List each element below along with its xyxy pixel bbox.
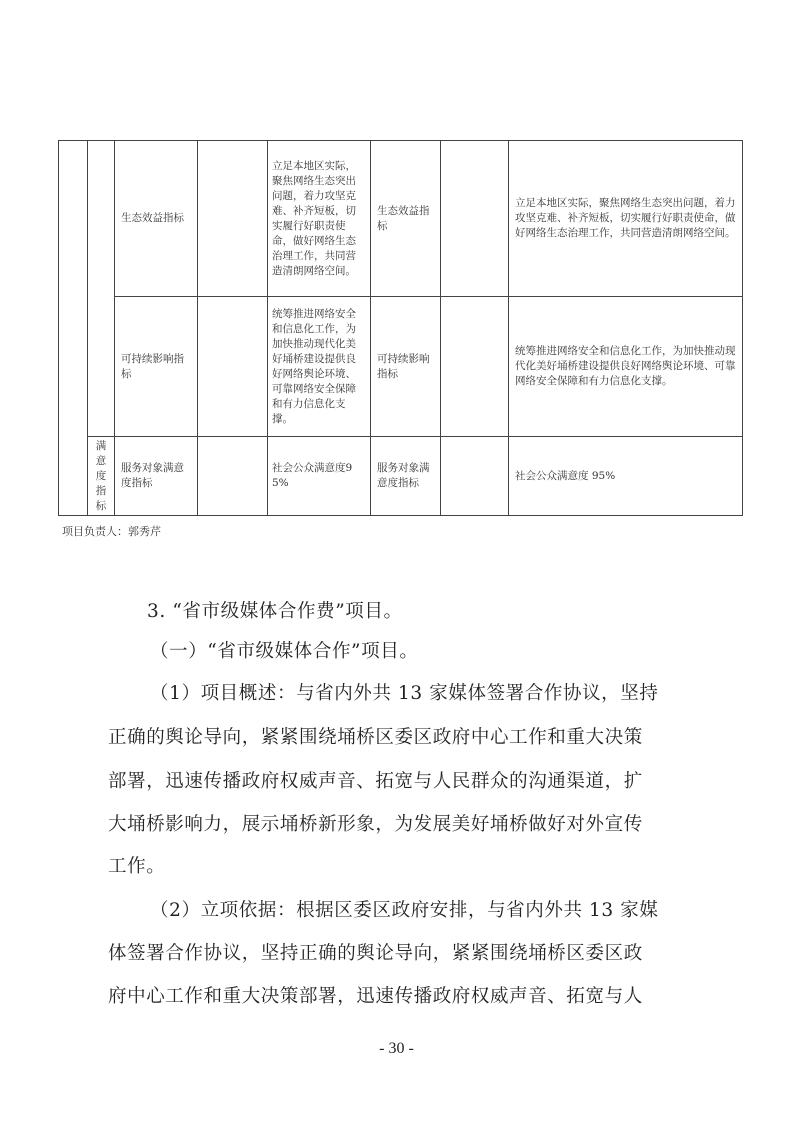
body-line: 体签署合作协议，坚持正确的舆论导向，紧紧围绕埇桥区委区政: [108, 943, 643, 964]
actual-value: 立足本地区实际，聚焦网络生态突出问题，着力攻坚克难、补齐短板，切实履行好职责使命，做好网络生态治理工作，共同营造清朗网络空间。: [509, 141, 743, 297]
indicator-name-repeat: 可持续影响指标: [371, 297, 441, 437]
indicator-name: 可持续影响指标: [115, 297, 198, 437]
empty-cell: [198, 141, 268, 297]
level2-cell: [88, 141, 115, 437]
body-line: 部署，迅速传播政府权威声音、拓宽与人民群众的沟通渠道，扩: [108, 771, 643, 792]
section-heading: 3. “省市级媒体合作费”项目。: [147, 601, 403, 622]
indicator-name: 生态效益指标: [115, 141, 198, 297]
body-line: 正确的舆论导向，紧紧围绕埇桥区委区政府中心工作和重大决策: [108, 727, 643, 748]
plan-value: 立足本地区实际，聚焦网络生态突出问题，着力攻坚克难、补齐短板，切实履行好职责使命，做好网络生态治理工作，共同营造清朗网络空间。: [268, 141, 371, 297]
body-line: （2）立项依据：根据区委区政府安排，与省内外共 13 家媒: [150, 900, 659, 921]
plan-value: 社会公众满意度95%: [268, 437, 371, 516]
actual-value: 社会公众满意度 95%: [509, 437, 743, 516]
empty-cell: [198, 297, 268, 437]
level1-cell: [59, 141, 88, 516]
category-cell: 满意度指标: [88, 437, 115, 516]
body-line: 府中心工作和重大决策部署，迅速传播政府权威声音、拓宽与人: [108, 986, 643, 1007]
table-row: [59, 141, 743, 297]
indicator-name-repeat: 生态效益指标: [371, 141, 441, 297]
project-owner: 项目负责人：郭秀芹: [62, 525, 161, 538]
body-line: 大埇桥影响力，展示埇桥新形象，为发展美好埇桥做好对外宣传: [108, 814, 643, 835]
empty-cell: [441, 141, 509, 297]
empty-cell: [441, 297, 509, 437]
table-row: [59, 437, 743, 516]
indicator-name: 服务对象满意度指标: [115, 437, 198, 516]
performance-indicator-table: [58, 140, 743, 516]
actual-value: 统筹推进网络安全和信息化工作，为加快推动现代化美好埇桥建设提供良好网络舆论环境、可靠网络安全保障和有力信息化支撑。: [509, 297, 743, 437]
indicator-name-repeat: 服务对象满意度指标: [371, 437, 441, 516]
empty-cell: [441, 437, 509, 516]
body-line: 工作。: [108, 856, 166, 877]
page-number: - 30 -: [379, 1040, 414, 1057]
body-line: （1）项目概述：与省内外共 13 家媒体签署合作协议，坚持: [150, 683, 659, 704]
empty-cell: [198, 437, 268, 516]
subsection-heading: （一）“省市级媒体合作”项目。: [150, 641, 419, 662]
plan-value: 统筹推进网络安全和信息化工作，为加快推动现代化美好埇桥建设提供良好网络舆论环境、可靠网络安全保障和有力信息化支撑。: [268, 297, 371, 437]
table-row: [59, 297, 743, 437]
